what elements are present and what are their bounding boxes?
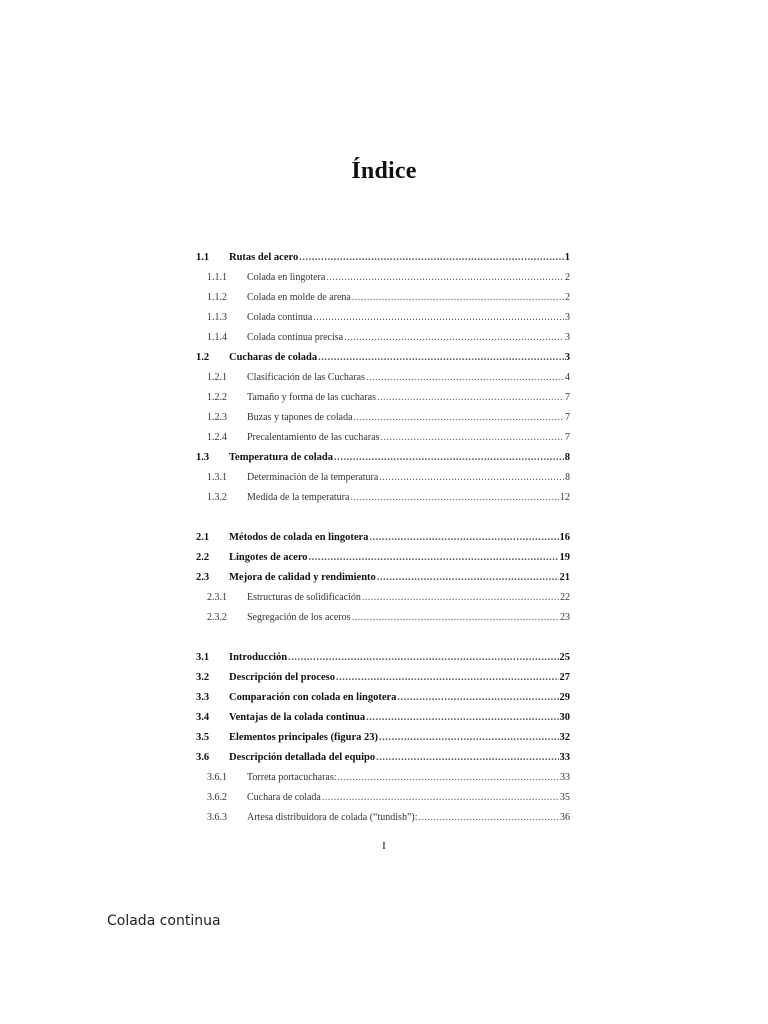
toc-entry-number: 1.2.2 [207, 392, 227, 403]
toc-section-entry[interactable] [196, 568, 570, 588]
toc-dot-leader [397, 688, 558, 708]
toc-entry-page: 7 [565, 412, 570, 423]
toc-dot-leader [350, 488, 559, 508]
toc-entry-page: 2 [565, 272, 570, 283]
toc-entry-page: 21 [559, 572, 570, 583]
toc-section-entry[interactable] [196, 748, 570, 768]
footer-caption: Colada continua [107, 913, 221, 929]
toc-section-entry[interactable] [196, 528, 570, 548]
toc-entry-page: 22 [560, 592, 570, 603]
toc-entry-number: 1.3 [196, 452, 210, 463]
toc-entry-page: 7 [565, 392, 570, 403]
toc-entry-page: 8 [564, 452, 570, 463]
toc-subsection-entry[interactable] [207, 468, 570, 488]
toc-entry-title: Elementos principales (figura 23) [229, 732, 379, 743]
toc-entry-page: 4 [565, 372, 570, 383]
toc-dot-leader [299, 248, 564, 268]
toc-entry-number: 1.3.1 [207, 472, 227, 483]
toc-entry-title: Descripción del proceso [229, 672, 335, 683]
toc-entry-title: Determinación de la temperatura [247, 472, 379, 483]
toc-section-entry[interactable] [196, 668, 570, 688]
toc-entry-page: 7 [565, 432, 570, 443]
toc-subsection-entry[interactable] [207, 608, 570, 628]
toc-entry-title: Descripción detallada del equipo [229, 752, 376, 763]
toc-dot-leader [313, 308, 564, 328]
toc-entry-title: Lingotes de acero [229, 552, 308, 563]
toc-entry-page: 2 [565, 292, 570, 303]
toc-entry-page: 3 [564, 352, 570, 363]
toc-entry-number: 3.6 [196, 752, 210, 763]
toc-subsection-entry[interactable] [207, 588, 570, 608]
toc-entry-number: 3.6.3 [207, 812, 227, 823]
toc-subsection-entry[interactable] [207, 368, 570, 388]
toc-entry-number: 1.1.2 [207, 292, 227, 303]
toc-entry-title: Temperatura de colada [229, 452, 334, 463]
toc-entry-page: 19 [559, 552, 570, 563]
toc-entry-number: 3.3 [196, 692, 210, 703]
toc-entry-title: Mejora de calidad y rendimiento [229, 572, 376, 583]
toc-entry-number: 1.1.4 [207, 332, 227, 343]
toc-entry-title: Tamaño y forma de las cucharas [247, 392, 376, 403]
toc-entry-number: 1.1 [196, 252, 210, 263]
toc-dot-leader [336, 668, 559, 688]
toc-entry-number: 3.5 [196, 732, 210, 743]
toc-subsection-entry[interactable] [207, 308, 570, 328]
toc-section-entry[interactable] [196, 248, 570, 268]
toc-entry-number: 3.4 [196, 712, 210, 723]
toc-entry-number: 2.2 [196, 552, 210, 563]
toc-entry-page: 8 [565, 472, 570, 483]
page-number: I [382, 840, 386, 852]
toc-section-entry[interactable] [196, 448, 570, 468]
toc-entry-number: 2.3 [196, 572, 210, 583]
toc-dot-leader [322, 788, 559, 808]
toc-dot-leader [326, 268, 564, 288]
toc-entry-number: 2.3.2 [207, 612, 227, 623]
toc-section-entry[interactable] [196, 648, 570, 668]
toc-entry-title: Ventajas de la colada continua [229, 712, 366, 723]
toc-subsection-entry[interactable] [207, 268, 570, 288]
toc-entry-title: Comparación con colada en lingotera [229, 692, 397, 703]
toc-entry-title: Artesa distribuidora de colada (“tundish”): [247, 812, 418, 823]
toc-dot-leader [377, 388, 564, 408]
toc-entry-title: Colada en lingotera [247, 272, 326, 283]
toc-entry-number: 1.1.1 [207, 272, 227, 283]
toc-dot-leader [354, 408, 564, 428]
toc-entry-title: Precalentamiento de las cucharas [247, 432, 380, 443]
toc-entry-page: 3 [565, 332, 570, 343]
toc-dot-leader [366, 708, 558, 728]
toc-subsection-entry[interactable] [207, 788, 570, 808]
toc-entry-title: Torreta portacucharas: [247, 772, 337, 783]
toc-entry-page: 36 [560, 812, 570, 823]
toc-entry-title: Segregación de los aceros [247, 612, 351, 623]
toc-entry-number: 2.3.1 [207, 592, 227, 603]
toc-subsection-entry[interactable] [207, 408, 570, 428]
toc-entry-page: 27 [559, 672, 570, 683]
toc-entry-title: Estructuras de solidificación [247, 592, 361, 603]
toc-dot-leader [419, 808, 560, 828]
toc-entry-number: 3.2 [196, 672, 210, 683]
toc-entry-number: 3.6.1 [207, 772, 227, 783]
toc-entry-title: Cuchara de colada [247, 792, 321, 803]
toc-dot-leader [352, 288, 564, 308]
toc-entry-title: Rutas del acero [229, 252, 299, 263]
toc-section-entry[interactable] [196, 728, 570, 748]
toc-section-entry[interactable] [196, 688, 570, 708]
toc-section-entry[interactable] [196, 548, 570, 568]
toc-entry-page: 33 [560, 772, 570, 783]
toc-entry-page: 35 [560, 792, 570, 803]
toc-entry-number: 1.2.4 [207, 432, 227, 443]
toc-entry-title: Colada en molde de arena [247, 292, 351, 303]
toc-entry-number: 1.2 [196, 352, 210, 363]
toc-subsection-entry[interactable] [207, 768, 570, 788]
toc-subsection-entry[interactable] [207, 328, 570, 348]
toc-entry-title: Colada continua precisa [247, 332, 344, 343]
toc-entry-page: 12 [560, 492, 570, 503]
toc-entry-page: 25 [559, 652, 570, 663]
toc-entry-page: 23 [560, 612, 570, 623]
toc-entry-page: 3 [565, 312, 570, 323]
toc-entry-number: 1.2.3 [207, 412, 227, 423]
toc-entry-number: 1.3.2 [207, 492, 227, 503]
toc-dot-leader [344, 328, 564, 348]
toc-entry-title: Clasificación de las Cucharas [247, 372, 366, 383]
toc-dot-leader [338, 768, 559, 788]
toc-dot-leader [379, 468, 564, 488]
toc-entry-number: 3.6.2 [207, 792, 227, 803]
toc-entry-title: Cucharas de colada [229, 352, 318, 363]
toc-dot-leader [377, 568, 559, 588]
toc-entry-title: Métodos de colada en lingotera [229, 532, 369, 543]
toc-entry-number: 2.1 [196, 532, 210, 543]
toc-subsection-entry[interactable] [207, 288, 570, 308]
toc-entry-title: Buzas y tapones de colada [247, 412, 353, 423]
toc-entry-page: 32 [559, 732, 570, 743]
toc-subsection-entry[interactable] [207, 428, 570, 448]
toc-dot-leader [366, 368, 564, 388]
toc-subsection-entry[interactable] [207, 388, 570, 408]
toc-entry-page: 30 [559, 712, 570, 723]
toc-entry-title: Introducción [229, 652, 288, 663]
toc-subsection-entry[interactable] [207, 488, 570, 508]
toc-entry-title: Colada continua [247, 312, 313, 323]
toc-dot-leader [380, 428, 564, 448]
toc-dot-leader [288, 648, 558, 668]
toc-entry-number: 3.1 [196, 652, 210, 663]
toc-entry-page: 29 [559, 692, 570, 703]
toc-entry-page: 33 [559, 752, 570, 763]
toc-dot-leader [379, 728, 558, 748]
toc-dot-leader [352, 608, 559, 628]
toc-dot-leader [334, 448, 564, 468]
page-title: Índice [351, 158, 417, 184]
toc-dot-leader [362, 588, 559, 608]
toc-entry-number: 1.2.1 [207, 372, 227, 383]
toc-entry-title: Medida de la temperatura [247, 492, 350, 503]
toc-dot-leader [309, 548, 559, 568]
toc-entry-number: 1.1.3 [207, 312, 227, 323]
toc-section-entry[interactable] [196, 348, 570, 368]
toc-entry-page: 1 [564, 252, 570, 263]
toc-dot-leader [369, 528, 558, 548]
toc-subsection-entry[interactable] [207, 808, 570, 828]
toc-dot-leader [376, 748, 558, 768]
toc-section-entry[interactable] [196, 708, 570, 728]
toc-dot-leader [318, 348, 564, 368]
toc-entry-page: 16 [559, 532, 570, 543]
